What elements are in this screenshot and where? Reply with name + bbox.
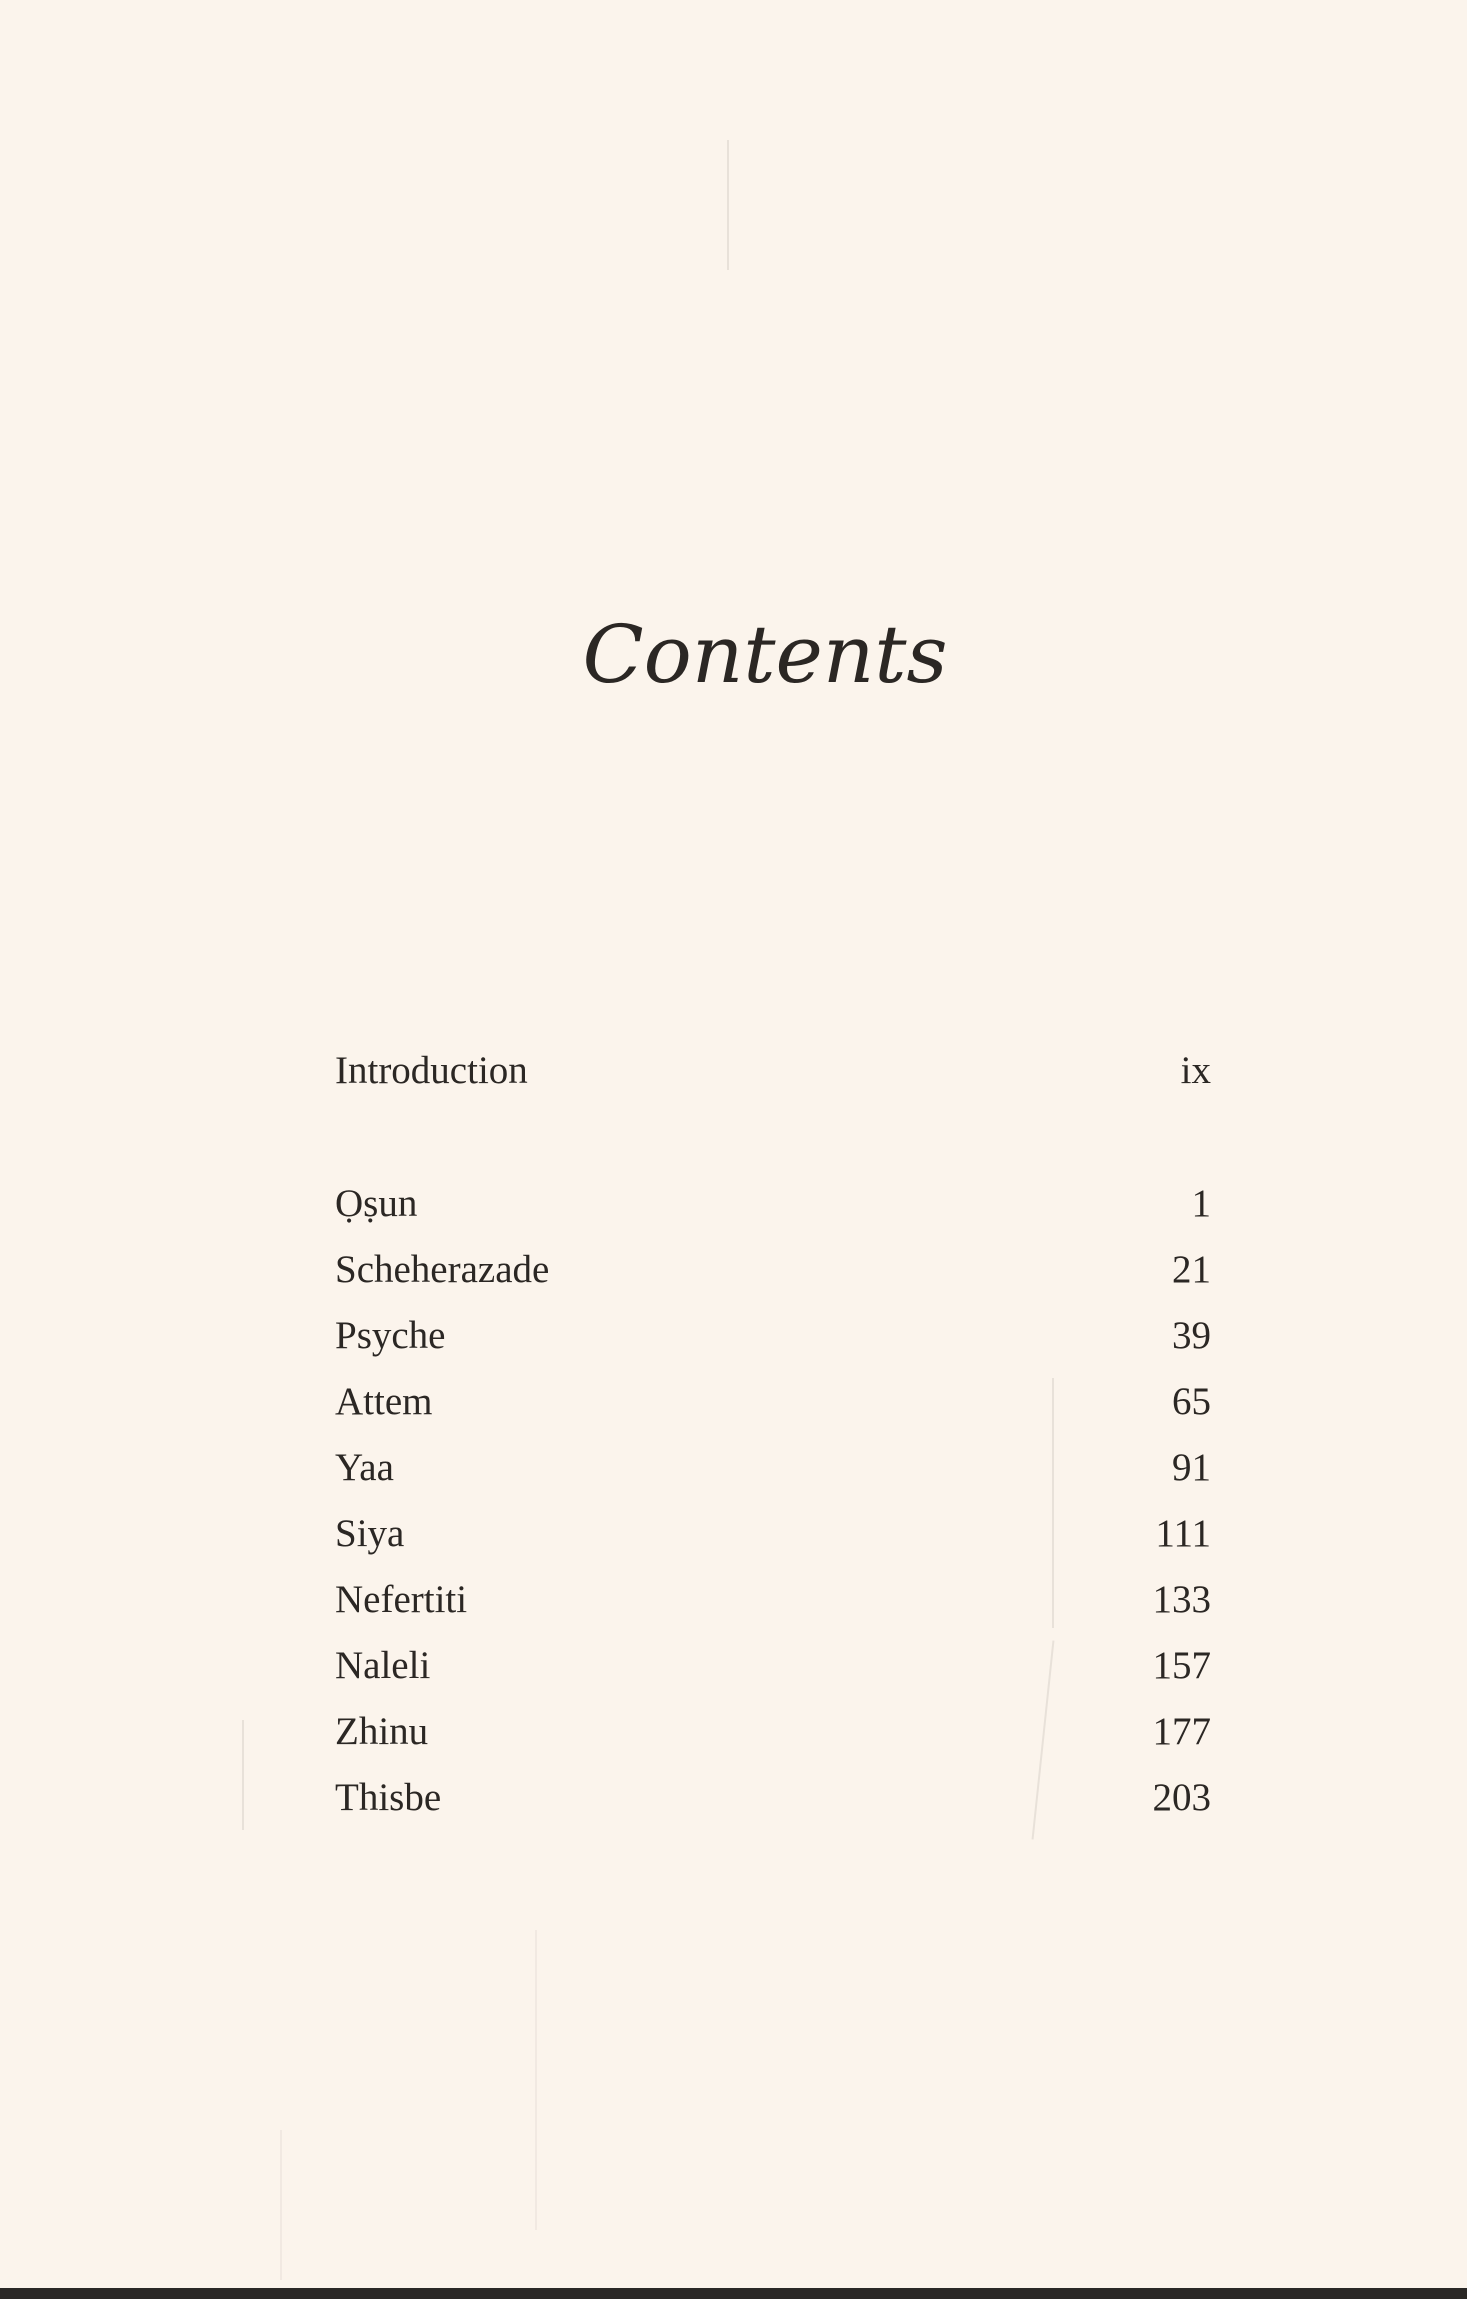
toc-entry-page: 157 bbox=[1152, 1644, 1211, 1687]
toc-entry-page: 203 bbox=[1152, 1776, 1211, 1819]
toc-entry bbox=[335, 1640, 1211, 1706]
toc-entry-page: 133 bbox=[1152, 1578, 1211, 1621]
toc-entry-label: Psyche bbox=[335, 1314, 446, 1357]
toc-entry bbox=[335, 1508, 1211, 1574]
paper-mark bbox=[242, 1720, 244, 1830]
toc-entry-label: Scheherazade bbox=[335, 1248, 550, 1291]
paper-mark bbox=[727, 140, 729, 270]
toc-entry-introduction bbox=[335, 1045, 1211, 1111]
toc-entry-label: Introduction bbox=[335, 1049, 528, 1092]
toc-entry bbox=[335, 1442, 1211, 1508]
toc-entry bbox=[335, 1376, 1211, 1442]
toc-entry bbox=[335, 1772, 1211, 1838]
toc-entry-label: Yaa bbox=[335, 1446, 394, 1489]
table-of-contents bbox=[335, 1045, 1211, 1838]
toc-entry-page: 91 bbox=[1172, 1446, 1211, 1489]
toc-entry-page: ix bbox=[1180, 1049, 1211, 1092]
toc-entry-page: 1 bbox=[1191, 1182, 1211, 1225]
toc-entry-page: 177 bbox=[1152, 1710, 1211, 1753]
toc-entry-label: Thisbe bbox=[335, 1776, 442, 1819]
toc-entry bbox=[335, 1244, 1211, 1310]
toc-entry-label: Siya bbox=[335, 1512, 405, 1555]
page-title: Contents bbox=[582, 608, 948, 701]
scan-bottom-edge bbox=[0, 2288, 1467, 2299]
toc-entry-page: 65 bbox=[1172, 1380, 1211, 1423]
toc-entry-page: 39 bbox=[1172, 1314, 1211, 1357]
toc-entry-page: 111 bbox=[1155, 1512, 1211, 1555]
toc-entry-label: Nefertiti bbox=[335, 1578, 468, 1621]
toc-entry bbox=[335, 1574, 1211, 1640]
toc-entry bbox=[335, 1706, 1211, 1772]
toc-entry-label: Zhinu bbox=[335, 1710, 429, 1753]
paper-mark bbox=[535, 1930, 537, 2230]
toc-entry-page: 21 bbox=[1172, 1248, 1211, 1291]
toc-entry bbox=[335, 1310, 1211, 1376]
toc-entry-label: Attem bbox=[335, 1380, 433, 1423]
toc-entry-label: Ọṣun bbox=[335, 1182, 418, 1225]
toc-entry bbox=[335, 1178, 1211, 1244]
toc-entry-label: Naleli bbox=[335, 1644, 431, 1687]
paper-mark bbox=[280, 2130, 282, 2280]
